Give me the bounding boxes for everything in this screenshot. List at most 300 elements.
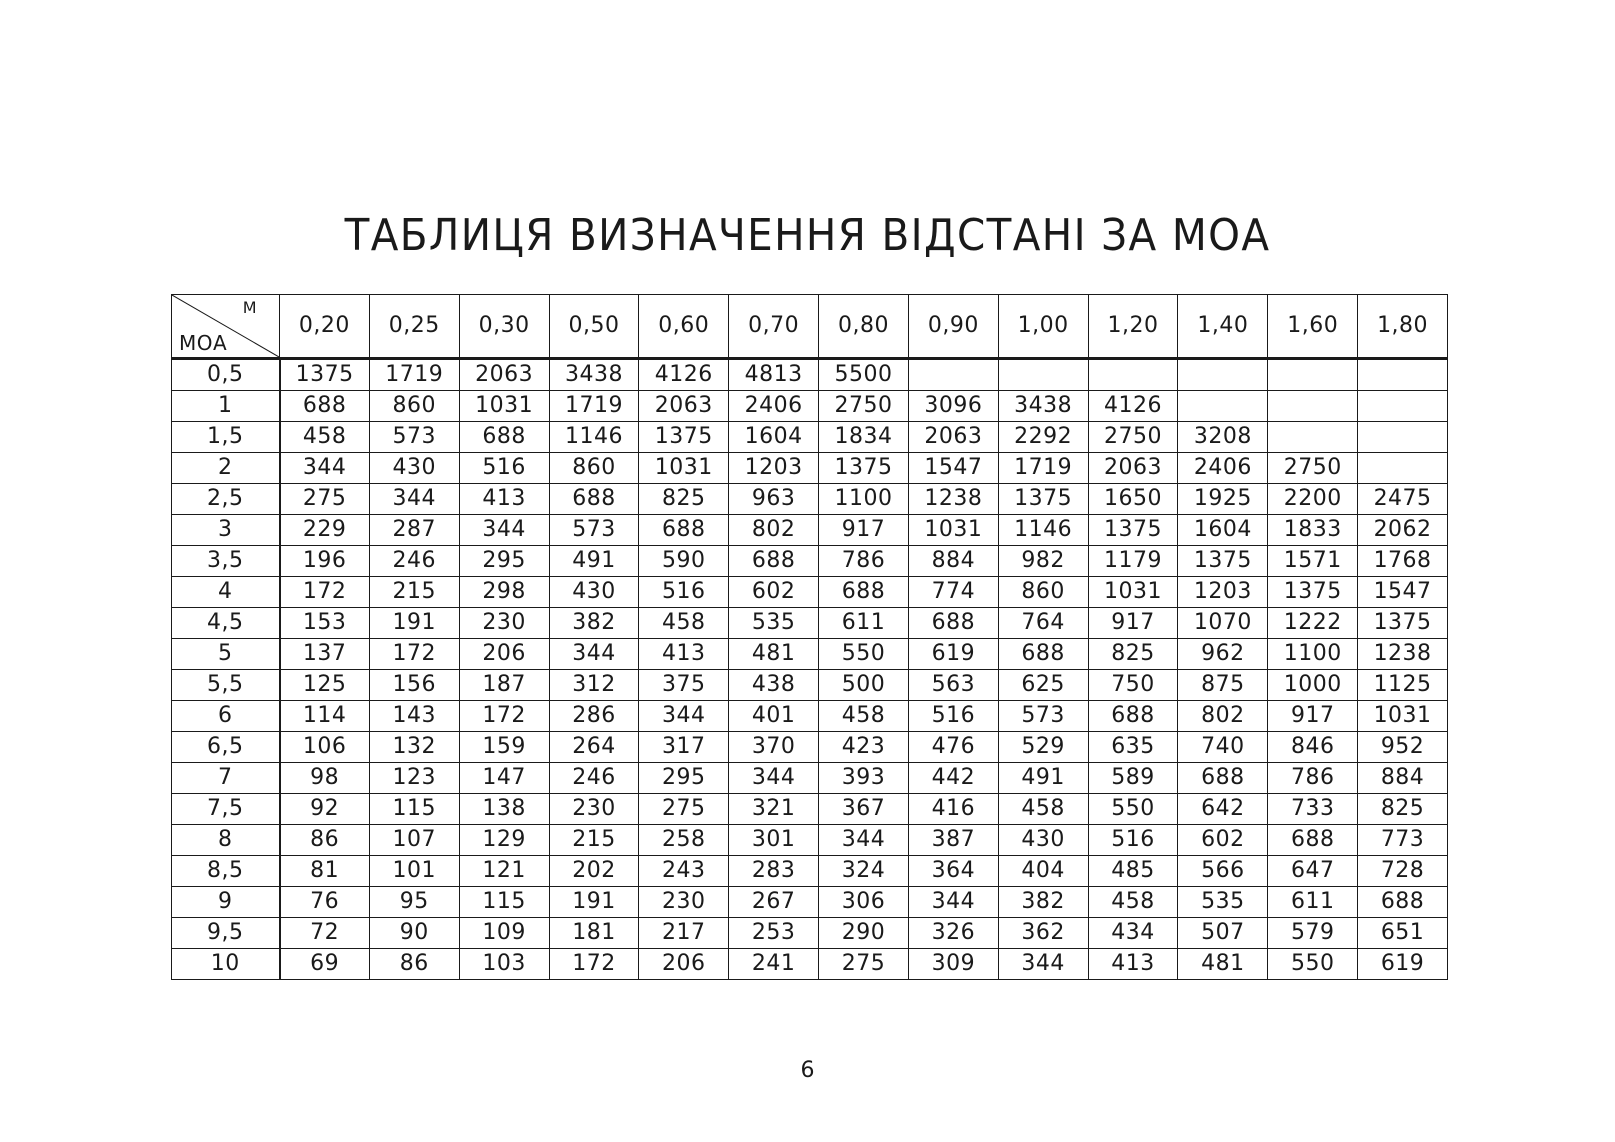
distance-cell: 917 — [1088, 608, 1178, 639]
distance-cell: 602 — [1178, 825, 1268, 856]
distance-cell: 1375 — [1178, 546, 1268, 577]
distance-cell: 688 — [549, 484, 639, 515]
row-header-moa: 9,5 — [172, 918, 280, 949]
row-header-moa: 4,5 — [172, 608, 280, 639]
distance-cell: 1203 — [729, 453, 819, 484]
distance-cell: 129 — [459, 825, 549, 856]
distance-cell: 258 — [639, 825, 729, 856]
distance-cell: 860 — [369, 391, 459, 422]
distance-cell: 825 — [639, 484, 729, 515]
distance-cell — [1178, 391, 1268, 422]
distance-cell: 290 — [819, 918, 909, 949]
distance-cell: 875 — [1178, 670, 1268, 701]
distance-cell: 295 — [639, 763, 729, 794]
distance-cell: 733 — [1268, 794, 1358, 825]
table-row — [172, 949, 1448, 980]
distance-cell: 326 — [908, 918, 998, 949]
row-header-moa: 2,5 — [172, 484, 280, 515]
distance-cell: 2475 — [1358, 484, 1448, 515]
distance-cell: 106 — [280, 732, 370, 763]
distance-cell: 1375 — [639, 422, 729, 453]
distance-cell: 442 — [908, 763, 998, 794]
distance-cell: 191 — [369, 608, 459, 639]
distance-cell: 344 — [819, 825, 909, 856]
distance-cell: 982 — [998, 546, 1088, 577]
row-header-moa: 10 — [172, 949, 280, 980]
distance-cell: 573 — [549, 515, 639, 546]
distance-cell: 1179 — [1088, 546, 1178, 577]
distance-cell: 4813 — [729, 359, 819, 391]
distance-cell: 430 — [998, 825, 1088, 856]
distance-cell: 90 — [369, 918, 459, 949]
distance-cell: 529 — [998, 732, 1088, 763]
distance-cell: 573 — [998, 701, 1088, 732]
distance-cell — [1268, 391, 1358, 422]
distance-cell: 362 — [998, 918, 1088, 949]
distance-cell: 1571 — [1268, 546, 1358, 577]
distance-cell: 147 — [459, 763, 549, 794]
distance-cell: 191 — [549, 887, 639, 918]
distance-cell: 774 — [908, 577, 998, 608]
distance-cell: 69 — [280, 949, 370, 980]
distance-cell: 1650 — [1088, 484, 1178, 515]
distance-cell: 635 — [1088, 732, 1178, 763]
distance-cell: 884 — [1358, 763, 1448, 794]
distance-cell: 786 — [819, 546, 909, 577]
distance-cell: 1719 — [549, 391, 639, 422]
distance-cell: 230 — [549, 794, 639, 825]
distance-cell: 566 — [1178, 856, 1268, 887]
distance-cell — [1268, 422, 1358, 453]
distance-cell: 295 — [459, 546, 549, 577]
distance-cell: 481 — [1178, 949, 1268, 980]
distance-cell: 1238 — [908, 484, 998, 515]
distance-cell: 458 — [1088, 887, 1178, 918]
distance-cell: 230 — [459, 608, 549, 639]
distance-cell: 317 — [639, 732, 729, 763]
distance-cell: 481 — [729, 639, 819, 670]
distance-cell: 344 — [729, 763, 819, 794]
moa-distance-table — [171, 294, 1448, 980]
distance-cell: 2750 — [1268, 453, 1358, 484]
distance-cell: 802 — [1178, 701, 1268, 732]
distance-cell: 1719 — [369, 359, 459, 391]
table-header-row — [172, 295, 1448, 359]
distance-cell: 2292 — [998, 422, 1088, 453]
distance-cell: 92 — [280, 794, 370, 825]
distance-cell: 301 — [729, 825, 819, 856]
column-header-target-size: 1,80 — [1358, 295, 1448, 359]
distance-cell — [1358, 422, 1448, 453]
distance-cell: 516 — [1088, 825, 1178, 856]
distance-cell: 642 — [1178, 794, 1268, 825]
distance-cell: 253 — [729, 918, 819, 949]
row-header-moa: 1 — [172, 391, 280, 422]
table-row — [172, 577, 1448, 608]
distance-cell: 382 — [549, 608, 639, 639]
distance-cell: 963 — [729, 484, 819, 515]
distance-cell: 1925 — [1178, 484, 1268, 515]
row-header-moa: 8,5 — [172, 856, 280, 887]
distance-cell: 321 — [729, 794, 819, 825]
row-header-moa: 8 — [172, 825, 280, 856]
distance-cell: 1375 — [819, 453, 909, 484]
table-row — [172, 732, 1448, 763]
column-header-target-size: 0,25 — [369, 295, 459, 359]
table-row — [172, 422, 1448, 453]
distance-cell: 382 — [998, 887, 1088, 918]
distance-cell: 516 — [639, 577, 729, 608]
distance-cell: 206 — [459, 639, 549, 670]
distance-cell: 125 — [280, 670, 370, 701]
distance-cell: 1070 — [1178, 608, 1268, 639]
distance-cell: 187 — [459, 670, 549, 701]
table-row — [172, 639, 1448, 670]
distance-cell: 230 — [639, 887, 729, 918]
distance-cell: 952 — [1358, 732, 1448, 763]
distance-cell: 107 — [369, 825, 459, 856]
distance-cell: 1100 — [819, 484, 909, 515]
table-row — [172, 391, 1448, 422]
distance-cell: 324 — [819, 856, 909, 887]
distance-cell: 1100 — [1268, 639, 1358, 670]
distance-cell: 688 — [729, 546, 819, 577]
distance-cell: 1719 — [998, 453, 1088, 484]
distance-cell: 860 — [549, 453, 639, 484]
distance-cell: 430 — [549, 577, 639, 608]
distance-cell: 917 — [819, 515, 909, 546]
distance-cell: 688 — [1088, 701, 1178, 732]
distance-cell: 535 — [729, 608, 819, 639]
distance-cell: 3438 — [549, 359, 639, 391]
distance-cell: 156 — [369, 670, 459, 701]
distance-cell — [1268, 359, 1358, 391]
distance-cell: 344 — [998, 949, 1088, 980]
distance-cell — [908, 359, 998, 391]
distance-cell: 688 — [280, 391, 370, 422]
row-header-moa: 5,5 — [172, 670, 280, 701]
distance-cell: 1547 — [1358, 577, 1448, 608]
distance-cell: 550 — [1088, 794, 1178, 825]
distance-cell: 404 — [998, 856, 1088, 887]
distance-cell: 688 — [1268, 825, 1358, 856]
table-row — [172, 794, 1448, 825]
distance-cell: 884 — [908, 546, 998, 577]
distance-cell: 413 — [639, 639, 729, 670]
corner-unit-moa: МОА — [179, 331, 228, 355]
page-number: 6 — [800, 1058, 815, 1083]
distance-cell: 1125 — [1358, 670, 1448, 701]
distance-cell: 1146 — [998, 515, 1088, 546]
row-header-moa: 9 — [172, 887, 280, 918]
distance-cell: 740 — [1178, 732, 1268, 763]
distance-cell: 4126 — [1088, 391, 1178, 422]
column-header-target-size: 0,60 — [639, 295, 729, 359]
column-header-target-size: 0,90 — [908, 295, 998, 359]
distance-cell: 688 — [908, 608, 998, 639]
distance-cell: 589 — [1088, 763, 1178, 794]
distance-cell: 1031 — [1358, 701, 1448, 732]
distance-cell: 215 — [549, 825, 639, 856]
distance-cell: 1000 — [1268, 670, 1358, 701]
distance-cell: 688 — [819, 577, 909, 608]
distance-cell: 550 — [819, 639, 909, 670]
distance-cell: 602 — [729, 577, 819, 608]
row-header-moa: 4 — [172, 577, 280, 608]
distance-cell: 1031 — [908, 515, 998, 546]
column-header-target-size: 1,20 — [1088, 295, 1178, 359]
table-row — [172, 453, 1448, 484]
table-row — [172, 918, 1448, 949]
table-row — [172, 670, 1448, 701]
distance-cell: 1238 — [1358, 639, 1448, 670]
row-header-moa: 7 — [172, 763, 280, 794]
distance-cell: 1222 — [1268, 608, 1358, 639]
distance-cell: 1833 — [1268, 515, 1358, 546]
distance-cell: 1203 — [1178, 577, 1268, 608]
distance-cell: 516 — [459, 453, 549, 484]
distance-cell: 458 — [639, 608, 729, 639]
distance-cell: 267 — [729, 887, 819, 918]
table-row — [172, 825, 1448, 856]
distance-cell: 306 — [819, 887, 909, 918]
distance-cell: 430 — [369, 453, 459, 484]
distance-cell: 2750 — [1088, 422, 1178, 453]
distance-cell: 143 — [369, 701, 459, 732]
distance-cell: 275 — [639, 794, 729, 825]
table-row — [172, 515, 1448, 546]
row-header-moa: 2 — [172, 453, 280, 484]
row-header-moa: 6,5 — [172, 732, 280, 763]
distance-cell: 1547 — [908, 453, 998, 484]
distance-cell: 241 — [729, 949, 819, 980]
distance-cell: 344 — [369, 484, 459, 515]
distance-cell: 172 — [280, 577, 370, 608]
distance-cell: 344 — [280, 453, 370, 484]
distance-cell: 573 — [369, 422, 459, 453]
distance-cell: 1031 — [1088, 577, 1178, 608]
column-header-target-size: 0,20 — [280, 295, 370, 359]
distance-cell: 507 — [1178, 918, 1268, 949]
distance-cell: 611 — [819, 608, 909, 639]
column-header-target-size: 0,70 — [729, 295, 819, 359]
distance-cell: 275 — [280, 484, 370, 515]
distance-cell: 688 — [1358, 887, 1448, 918]
distance-cell: 413 — [1088, 949, 1178, 980]
row-header-moa: 1,5 — [172, 422, 280, 453]
table-row — [172, 608, 1448, 639]
corner-unit-meters: М — [242, 298, 257, 317]
distance-cell: 153 — [280, 608, 370, 639]
distance-cell: 563 — [908, 670, 998, 701]
distance-cell: 344 — [459, 515, 549, 546]
distance-cell: 2062 — [1358, 515, 1448, 546]
distance-cell: 114 — [280, 701, 370, 732]
distance-cell: 1375 — [280, 359, 370, 391]
distance-cell: 109 — [459, 918, 549, 949]
table-body — [172, 359, 1448, 980]
distance-cell: 825 — [1358, 794, 1448, 825]
row-header-moa: 7,5 — [172, 794, 280, 825]
row-header-moa: 5 — [172, 639, 280, 670]
distance-cell: 72 — [280, 918, 370, 949]
table-row — [172, 763, 1448, 794]
distance-cell: 579 — [1268, 918, 1358, 949]
distance-cell: 159 — [459, 732, 549, 763]
distance-cell: 773 — [1358, 825, 1448, 856]
distance-cell: 283 — [729, 856, 819, 887]
distance-cell: 401 — [729, 701, 819, 732]
distance-cell: 1146 — [549, 422, 639, 453]
distance-cell: 3208 — [1178, 422, 1268, 453]
distance-cell: 172 — [369, 639, 459, 670]
distance-cell: 2406 — [729, 391, 819, 422]
distance-cell: 217 — [639, 918, 729, 949]
distance-cell: 917 — [1268, 701, 1358, 732]
column-header-target-size: 1,00 — [998, 295, 1088, 359]
distance-cell: 115 — [369, 794, 459, 825]
distance-cell: 123 — [369, 763, 459, 794]
distance-cell: 243 — [639, 856, 729, 887]
distance-cell: 202 — [549, 856, 639, 887]
distance-cell: 1031 — [459, 391, 549, 422]
distance-cell: 138 — [459, 794, 549, 825]
column-header-target-size: 0,50 — [549, 295, 639, 359]
distance-cell: 458 — [998, 794, 1088, 825]
distance-cell: 1031 — [639, 453, 729, 484]
distance-cell: 4126 — [639, 359, 729, 391]
table-row — [172, 887, 1448, 918]
distance-cell: 423 — [819, 732, 909, 763]
distance-cell: 393 — [819, 763, 909, 794]
distance-cell: 1375 — [1268, 577, 1358, 608]
distance-cell: 1375 — [1358, 608, 1448, 639]
distance-cell: 2063 — [908, 422, 998, 453]
distance-cell: 206 — [639, 949, 729, 980]
distance-cell: 86 — [369, 949, 459, 980]
table-row — [172, 546, 1448, 577]
distance-cell: 476 — [908, 732, 998, 763]
distance-cell — [998, 359, 1088, 391]
distance-cell: 688 — [639, 515, 729, 546]
distance-cell: 2063 — [1088, 453, 1178, 484]
distance-cell: 728 — [1358, 856, 1448, 887]
row-header-moa: 0,5 — [172, 359, 280, 391]
distance-cell: 101 — [369, 856, 459, 887]
distance-cell: 625 — [998, 670, 1088, 701]
distance-cell: 458 — [280, 422, 370, 453]
column-header-target-size: 0,30 — [459, 295, 549, 359]
distance-cell: 962 — [1178, 639, 1268, 670]
distance-cell: 121 — [459, 856, 549, 887]
distance-cell: 344 — [908, 887, 998, 918]
distance-cell: 786 — [1268, 763, 1358, 794]
distance-cell: 132 — [369, 732, 459, 763]
distance-cell: 387 — [908, 825, 998, 856]
table-row — [172, 856, 1448, 887]
distance-cell: 1604 — [729, 422, 819, 453]
distance-cell: 1375 — [998, 484, 1088, 515]
distance-cell: 2406 — [1178, 453, 1268, 484]
distance-cell: 264 — [549, 732, 639, 763]
column-header-target-size: 0,80 — [819, 295, 909, 359]
distance-cell: 550 — [1268, 949, 1358, 980]
distance-cell: 81 — [280, 856, 370, 887]
column-header-target-size: 1,40 — [1178, 295, 1268, 359]
corner-header-cell — [172, 295, 280, 359]
distance-cell: 802 — [729, 515, 819, 546]
distance-cell: 750 — [1088, 670, 1178, 701]
distance-cell: 1834 — [819, 422, 909, 453]
distance-cell: 3096 — [908, 391, 998, 422]
distance-cell: 485 — [1088, 856, 1178, 887]
distance-cell: 491 — [549, 546, 639, 577]
table-row — [172, 484, 1448, 515]
row-header-moa: 6 — [172, 701, 280, 732]
distance-cell: 286 — [549, 701, 639, 732]
distance-cell: 434 — [1088, 918, 1178, 949]
distance-cell: 1604 — [1178, 515, 1268, 546]
distance-cell: 344 — [639, 701, 729, 732]
distance-cell: 619 — [908, 639, 998, 670]
distance-cell: 196 — [280, 546, 370, 577]
distance-cell: 5500 — [819, 359, 909, 391]
distance-cell: 416 — [908, 794, 998, 825]
distance-cell: 825 — [1088, 639, 1178, 670]
distance-cell: 458 — [819, 701, 909, 732]
distance-cell: 2063 — [639, 391, 729, 422]
column-header-target-size: 1,60 — [1268, 295, 1358, 359]
distance-cell: 2200 — [1268, 484, 1358, 515]
page-title: ТАБЛИЦЯ ВИЗНАЧЕННЯ ВІДСТАНІ ЗА МОА — [344, 210, 1271, 261]
distance-cell — [1358, 453, 1448, 484]
distance-cell: 590 — [639, 546, 729, 577]
distance-cell: 98 — [280, 763, 370, 794]
distance-cell: 287 — [369, 515, 459, 546]
distance-cell: 309 — [908, 949, 998, 980]
distance-cell: 215 — [369, 577, 459, 608]
row-header-moa: 3,5 — [172, 546, 280, 577]
distance-cell — [1178, 359, 1268, 391]
distance-cell: 688 — [459, 422, 549, 453]
distance-cell: 688 — [998, 639, 1088, 670]
distance-cell: 115 — [459, 887, 549, 918]
table-row — [172, 701, 1448, 732]
distance-cell: 651 — [1358, 918, 1448, 949]
distance-cell: 246 — [549, 763, 639, 794]
distance-cell: 76 — [280, 887, 370, 918]
distance-cell: 647 — [1268, 856, 1358, 887]
distance-cell: 375 — [639, 670, 729, 701]
distance-cell: 1768 — [1358, 546, 1448, 577]
distance-cell: 491 — [998, 763, 1088, 794]
distance-cell: 2063 — [459, 359, 549, 391]
distance-cell: 312 — [549, 670, 639, 701]
table-row — [172, 359, 1448, 391]
distance-cell: 298 — [459, 577, 549, 608]
distance-cell: 535 — [1178, 887, 1268, 918]
distance-cell: 688 — [1178, 763, 1268, 794]
distance-cell: 86 — [280, 825, 370, 856]
distance-cell: 367 — [819, 794, 909, 825]
row-header-moa: 3 — [172, 515, 280, 546]
distance-cell: 137 — [280, 639, 370, 670]
distance-cell: 438 — [729, 670, 819, 701]
distance-cell: 1375 — [1088, 515, 1178, 546]
distance-cell: 95 — [369, 887, 459, 918]
distance-cell: 2750 — [819, 391, 909, 422]
distance-cell: 860 — [998, 577, 1088, 608]
